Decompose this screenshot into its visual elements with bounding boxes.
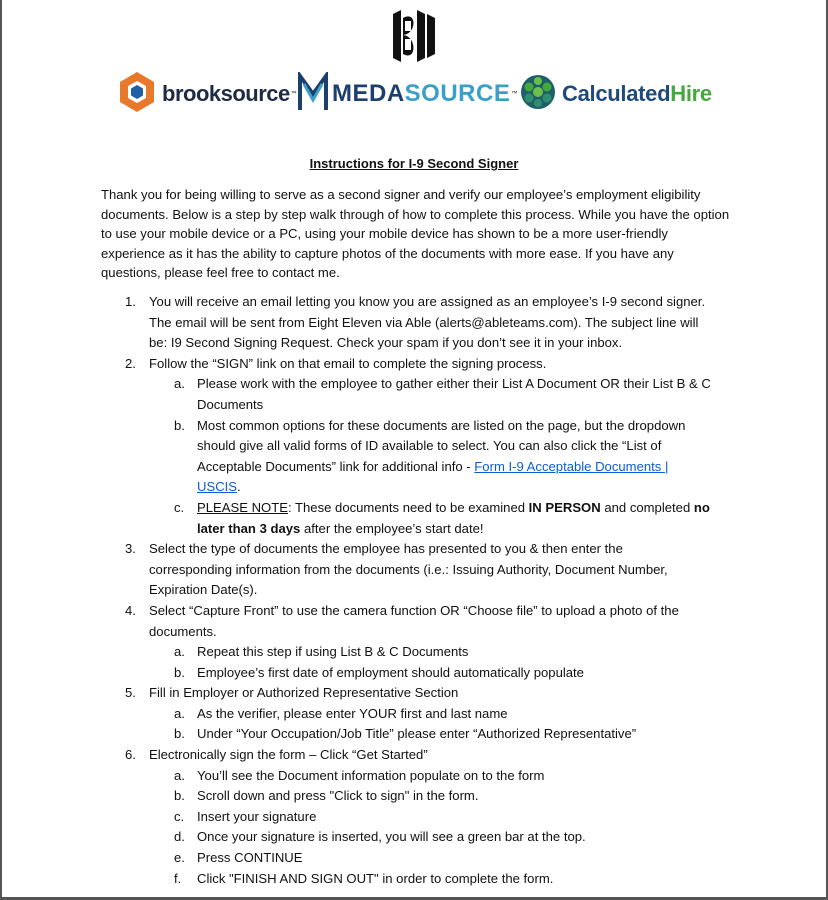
sub-item-text: As the verifier, please enter YOUR first and last name — [197, 705, 508, 721]
step-number: 6. — [125, 747, 136, 763]
calculatedhire-wordmark — [562, 81, 712, 107]
calculatedhire-globe-icon — [520, 74, 556, 115]
sub-item-text: Most common options for these documents are listed on the page, but the dropdown should give all valid forms of ID available to select. You can also click the “List of Acceptable Documents” link for additional info - — [197, 417, 686, 474]
sub-list-item — [0, 704, 712, 725]
sub-list-item — [0, 827, 712, 848]
eight-eleven-logo-icon — [387, 8, 439, 64]
calculatedhire-logo — [520, 72, 712, 116]
calculatedhire-wordmark-hire: Hire — [670, 81, 712, 106]
medasource-logo — [298, 72, 517, 116]
uscis-acceptable-documents-link[interactable]: Form I-9 Acceptable Documents | USCIS — [197, 458, 669, 495]
sub-item-text: Press CONTINUE — [197, 850, 303, 866]
sub-item-letter: b. — [174, 664, 185, 680]
list-item — [0, 601, 709, 642]
sub-item-text: and completed — [600, 499, 694, 515]
sub-item-letter: c. — [174, 499, 185, 515]
intro-paragraph: Thank you for being willing to serve as a second signer and verify our employee’s employment eligibility documents. Below is a step by step walk through of how to complete this process. While you have the option to use your mobile device or a PC, using your mobile device has shown to be a more user-friendly experience as it has the ability to capture photos of the documents with more ease. If you have any questions, please feel free to contact me. — [101, 187, 730, 280]
sub-item-text: after the employee’s start date! — [300, 520, 484, 536]
sub-item-letter: a. — [174, 705, 185, 721]
brooksource-wordmark: brooksource — [162, 81, 290, 106]
list-item — [0, 745, 709, 766]
sub-list-item — [0, 724, 712, 745]
brooksource-logo — [118, 72, 297, 116]
step-text: Follow the “SIGN” link on that email to complete the signing process. — [149, 355, 547, 371]
sub-list-item — [0, 786, 712, 807]
step-text: Electronically sign the form – Click “Get Started” — [149, 747, 428, 763]
sub-item-text: You’ll see the Document information populate on to the form — [197, 767, 545, 783]
deadline-emphasis: no later than 3 days — [197, 499, 710, 536]
medasource-m-icon — [298, 72, 328, 117]
in-person-emphasis: IN PERSON — [528, 499, 601, 515]
sub-item-letter: a. — [174, 767, 185, 783]
sub-item-text: Employee’s first date of employment should automatically populate — [197, 664, 584, 680]
sub-list-item — [0, 498, 712, 539]
sub-list-item — [0, 416, 712, 498]
sub-item-letter: d. — [174, 829, 185, 845]
trademark-mark: ™ — [511, 91, 518, 97]
steps-list — [0, 292, 828, 889]
list-item — [0, 292, 709, 354]
sub-list-item — [0, 807, 712, 828]
list-item — [0, 354, 709, 375]
sub-item-letter: b. — [174, 417, 185, 433]
step-text: Fill in Employer or Authorized Representative Section — [149, 685, 459, 701]
sub-item-letter: c. — [174, 808, 185, 824]
step-text: Select the type of documents the employee has presented to you & then enter the corresponding information from the documents (i.e.: Issuing Authority, Document Number, Expiration Date(s). — [149, 541, 668, 598]
sub-item-letter: b. — [174, 726, 185, 742]
brand-logos-row — [0, 72, 828, 116]
sub-item-text-end: . — [237, 479, 241, 495]
step-number: 2. — [125, 355, 136, 371]
sub-item-text: Insert your signature — [197, 808, 317, 824]
sub-item-letter: a. — [174, 376, 185, 392]
brooksource-hexagon-icon — [118, 71, 156, 118]
medasource-wordmark — [332, 80, 510, 108]
sub-item-letter: a. — [174, 644, 185, 660]
list-item — [0, 683, 709, 704]
medasource-wordmark-source: SOURCE — [404, 80, 511, 107]
sub-item-letter: b. — [174, 788, 185, 804]
document-title: Instructions for I-9 Second Signer — [309, 156, 519, 171]
sub-list-item — [0, 663, 712, 684]
sub-item-text: : These documents need to be examined — [287, 499, 529, 515]
sub-item-text: Click "FINISH AND SIGN OUT" in order to complete the form. — [197, 870, 554, 886]
sub-item-text: Scroll down and press "Click to sign" in the form. — [197, 788, 479, 804]
sub-item-text: Once your signature is inserted, you will see a green bar at the top. — [197, 829, 586, 845]
trademark-mark: ™ — [290, 91, 297, 97]
step-text: Select “Capture Front” to use the camera function OR “Choose file” to upload a photo of the documents. — [149, 602, 679, 639]
sub-list-item — [0, 766, 712, 787]
sub-item-letter: f. — [174, 870, 182, 886]
step-number: 3. — [125, 541, 136, 557]
calculatedhire-wordmark-calculated: Calculated — [562, 81, 671, 106]
step-number: 5. — [125, 685, 136, 701]
medasource-wordmark-meda: MEDA — [332, 80, 405, 107]
please-note-label: PLEASE NOTE — [197, 499, 288, 515]
sub-list-item — [0, 374, 712, 415]
sub-list-item — [0, 642, 712, 663]
sub-item-letter: e. — [174, 850, 185, 866]
step-number: 1. — [125, 294, 136, 309]
step-number: 4. — [125, 602, 136, 618]
sub-item-text: Please work with the employee to gather either their List A Document OR their List B & C Documents — [197, 376, 711, 412]
sub-list-item — [0, 869, 712, 890]
list-item — [0, 539, 709, 601]
sub-item-text: Repeat this step if using List B & C Documents — [197, 644, 469, 660]
step-text: You will receive an email letting you know you are assigned as an employee’s I-9 second signer. The email will be sent from Eight Eleven via Able (alerts@ableteams.com). The subject line will be: I9 Second Signing Request. Check your spam if you don’t see it in your inbox. — [149, 294, 706, 351]
sub-item-text: Under “Your Occupation/Job Title” please enter “Authorized Representative” — [197, 726, 637, 742]
sub-list-item — [0, 848, 712, 869]
